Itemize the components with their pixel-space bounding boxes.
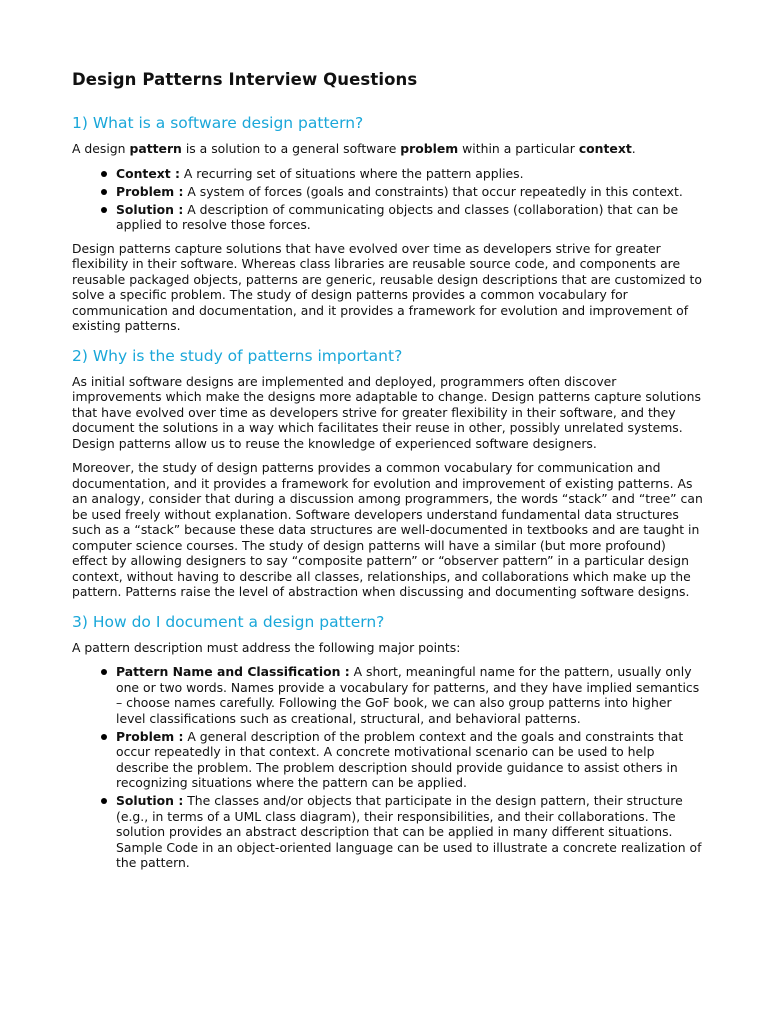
bullet-term: Solution : [116, 201, 184, 217]
question-3-heading: 3) How do I document a design pattern? [72, 612, 385, 631]
list-item [116, 184, 704, 200]
question-1-section [72, 114, 704, 334]
bullet-icon [101, 734, 107, 740]
bullet-term: Solution : [116, 793, 184, 808]
question-3-bullet-list [72, 664, 704, 871]
bullet-text: A recurring set of situations where the pattern applies. [179, 165, 524, 181]
bullet-icon [101, 207, 107, 213]
question-1-paragraph: Design patterns capture solutions that have evolved over time as developers strive for greater flexibility in their software. Whereas class libraries are reusable source code, and components are reusable packaged objects, patterns are generic, reusable design descriptions that are customized to solve a specific problem. The study of design patterns provides a common vocabulary for communication and documentation, and it provides a framework for evolution and improvement of existing patterns. [72, 240, 702, 333]
bullet-text: A general description of the problem context and the goals and constraints that occur repeatedly in that context. A concrete motivational scenario can be used to help describe the problem. The problem description should provide guidance to assist others in recognizing situations where the pattern can be applied. [116, 728, 684, 790]
bullet-term: Context : [116, 165, 180, 181]
question-2-paragraph-2: Moreover, the study of design patterns provides a common vocabulary for communication and documentation, and it provides a framework for evolution and improvement of existing patterns. As an analogy, consider that during a discussion among programmers, the words “stack” and “tree” can be used freely without explanation. Software developers understand fundamental data structures such as a “stack” because these data structures are well-documented in textbooks and are taught in computer science courses. The study of design patterns will have a similar (but more profound) effect by allowing designers to say “composite pattern” or “observer pattern” in a particular design context, without having to describe all classes, relationships, and collaborations which make up the pattern. Patterns raise the level of abstraction when discussing and documenting software designs. [72, 460, 703, 599]
list-item [116, 166, 704, 182]
document-title: Design Patterns Interview Questions [72, 70, 418, 89]
bullet-icon [101, 171, 107, 177]
bullet-text: A description of communicating objects and classes (collaboration) that can be applied to resolve those forces. [116, 201, 679, 232]
question-1-intro [72, 141, 704, 157]
list-item [116, 729, 704, 791]
question-2-heading: 2) Why is the study of patterns important? [72, 346, 403, 365]
list-item [116, 793, 704, 871]
bullet-icon [101, 798, 107, 804]
intro-text: is a solution to a general software [181, 141, 401, 156]
bullet-icon [101, 669, 107, 675]
question-2-section [72, 347, 704, 600]
intro-text: . [631, 141, 636, 156]
intro-text: within a particular [458, 141, 579, 156]
bullet-text: The classes and/or objects that participate in the design pattern, their structure (e.g., in terms of a UML class diagram), their responsibilities, and their collaborations. The solution provides an abstract description that can be applied in many different situations. Sample Code in an object-oriented language can be used to illustrate a concrete realization of the pattern. [116, 793, 702, 870]
question-1-heading: 1) What is a software design pattern? [72, 114, 364, 132]
bullet-text: A system of forces (goals and constraints) that occur repeatedly in this context. [183, 183, 683, 199]
question-1-bullet-list [72, 166, 704, 233]
list-item [116, 202, 704, 233]
bullet-term: Problem : [116, 728, 184, 744]
question-3-section [72, 613, 704, 871]
bullet-term: Problem : [116, 183, 184, 199]
intro-text: A design [72, 141, 130, 156]
intro-bold-context: context [578, 141, 632, 156]
bullet-term: Pattern Name and Classification : [116, 664, 350, 679]
bullet-text: A short, meaningful name for the pattern, usually only one or two words. Names provide a vocabulary for patterns, and they have implied semantics – choose names carefully. Following the GoF book, we can also group patterns into higher level classifications such as creational, structural, and behavioral patterns. [116, 664, 700, 726]
intro-bold-pattern: pattern [129, 141, 182, 156]
question-3-intro: A pattern description must address the following major points: [72, 639, 461, 655]
list-item [116, 664, 704, 726]
intro-bold-problem: problem [400, 141, 459, 156]
bullet-icon [101, 189, 107, 195]
question-2-paragraph-1: As initial software designs are implemented and deployed, programmers often discover improvements which make the designs more adaptable to change. Design patterns capture solutions that have evolved over time as developers strive for greater flexibility in their software, and they document the solutions in a way which facilitates their reuse in other, possibly unrelated systems. Design patterns allow us to reuse the knowledge of experienced software designers. [72, 373, 701, 451]
